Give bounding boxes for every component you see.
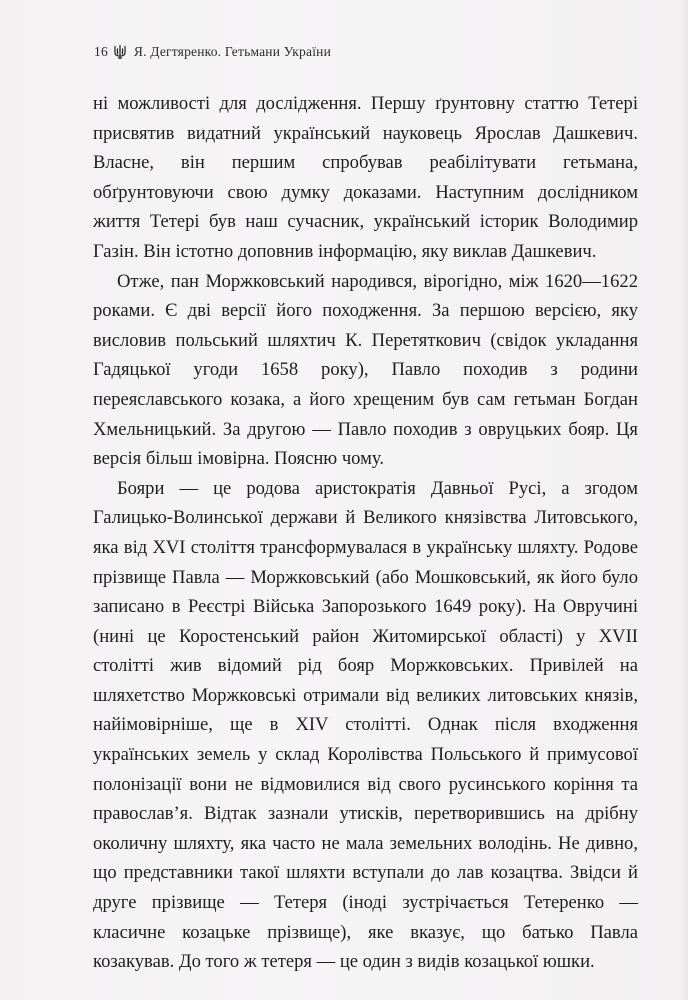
page-edge-shadow bbox=[682, 0, 688, 1000]
page-number: 16 bbox=[94, 44, 108, 59]
trident-icon bbox=[114, 45, 126, 59]
running-title: Я. Дегтяренко. Гетьмани України bbox=[133, 44, 331, 59]
paragraph-3: Бояри — це родова аристократія Давньої Русі, а згодом Галицько-Волинської держави й Великого князівства Литовського, яка від XVI століття трансформувалася в українську шляхту. Родове прізвище Павла — Моржковський (або Мошковський, як його було записано в Реєстрі Війська Запорозького 1649 року). На Овручині (нині це Коростенський район Житомирської області) у XVII столітті жив відомий рід бояр Моржковських. Привілей на шляхетство Моржковські отримали від великих литовських князів, найімовірніше, ще в XIV столітті. Однак після входження українських земель у склад Королівства Польського й примусової полонізації вони не відмовилися від свого русинського коріння та православ’я. Відтак зазнали утисків, перетворившись на дрібну околичну шляхту, яка часто не мала земельних володінь. Не дивно, що представники такої шляхти вступали до лав козацтва. Звідси й друге прізвище — Тетеря (іноді зустрічається Тетеренко — класичне козацьке прізвище), яке вказує, що батько Павла козакував. До того ж тетеря — це один з видів козацької юшки. bbox=[93, 477, 638, 973]
running-head bbox=[94, 42, 331, 62]
body-text bbox=[93, 89, 638, 977]
paragraph-1: ні можливості для дослідження. Першу ґрунтовну статтю Тетері присвятив видатний український науковець Ярослав Дашкевич. Власне, він першим спробував реабілітувати гетьмана, обґрунтовуючи свою думку доказами. Наступним дослідником життя Тетері був наш сучасник, український історик Володимир Газін. Він істотно доповнив інформацію, яку виклав Дашкевич. bbox=[93, 93, 638, 262]
paragraph-2: Отже, пан Моржковський народився, вірогідно, між 1620—1622 роками. Є дві версії його походження. За першою версією, яку висловив польський шляхтич К. Перетяткович (свідок укладання Гадяцької угоди 1658 року), Павло походив з родини переяславського козака, а його хрещеним був сам гетьман Богдан Хмельницький. За другою — Павло походив з овруцьких бояр. Ця версія більш імовірна. Поясню чому. bbox=[93, 270, 638, 470]
